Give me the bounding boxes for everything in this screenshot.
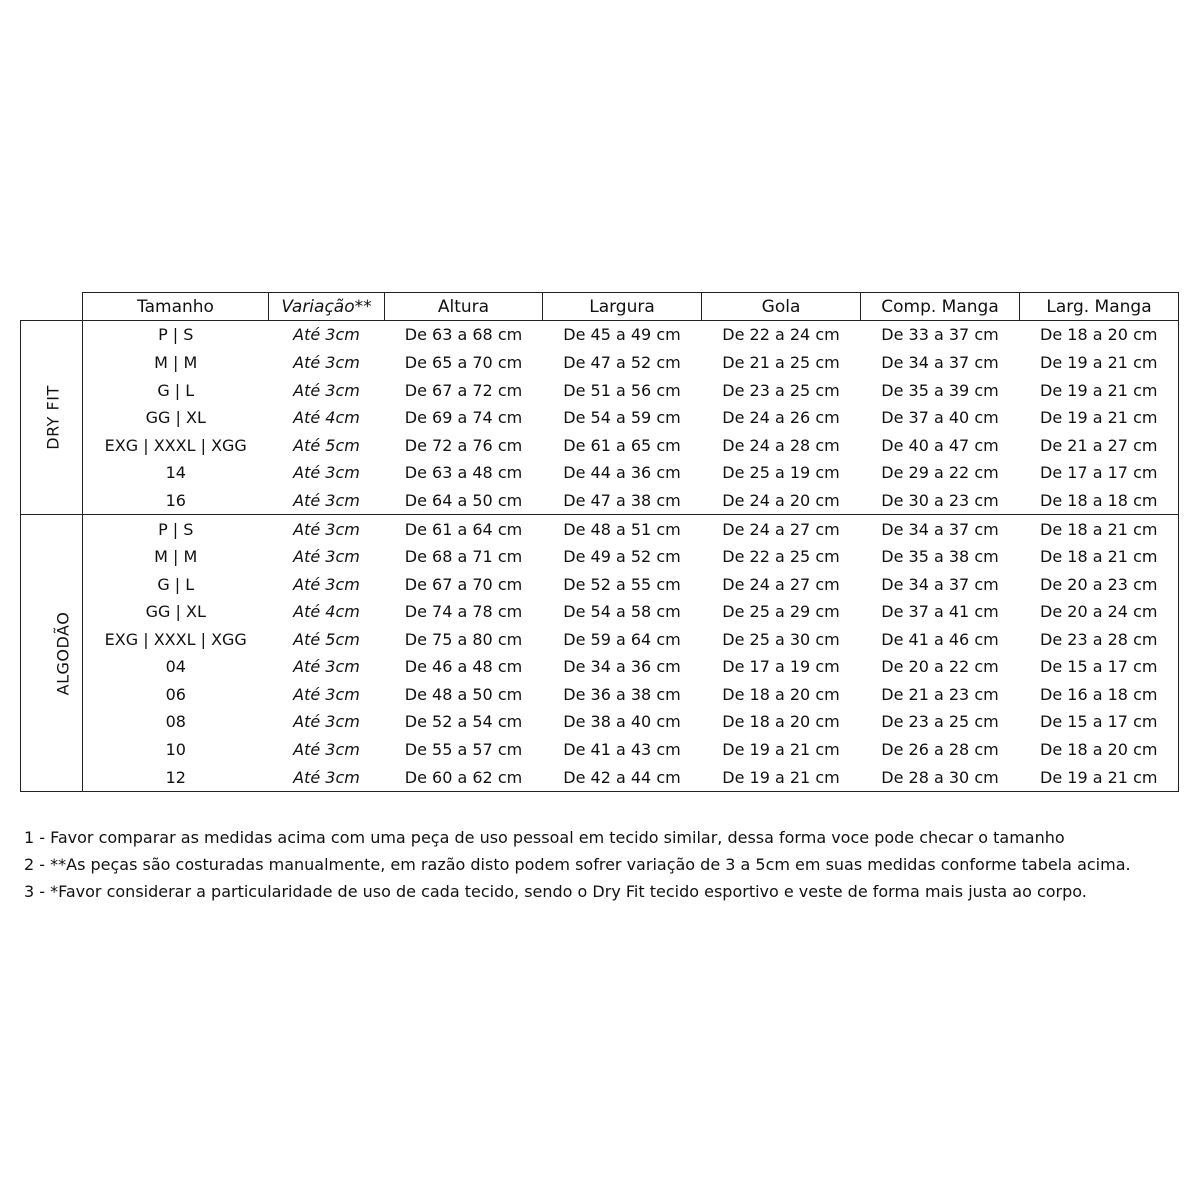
cell-variation: Até 3cm (293, 519, 360, 539)
cell-sleeve-length: De 34 a 37 cm (881, 353, 999, 373)
cell-collar: De 25 a 30 cm (722, 629, 840, 649)
cell-variation: Até 4cm (293, 408, 360, 428)
cell-sleeve-width: De 16 a 18 cm (1020, 681, 1179, 709)
cell-collar: De 24 a 28 cm (722, 435, 840, 455)
cell-sleeve-length: De 23 a 25 cm (881, 712, 999, 732)
cell-height: De 69 a 74 cm (404, 408, 523, 428)
header-size: Tamanho (83, 293, 269, 321)
table-row (21, 349, 1179, 377)
cell-width: De 61 a 65 cm (563, 435, 681, 455)
cell-sleeve-length: De 34 a 37 cm (881, 574, 999, 594)
cell-variation: Até 3cm (293, 574, 360, 594)
cell-variation: Até 3cm (269, 763, 385, 791)
cell-width: De 36 a 38 cm (563, 684, 681, 704)
cell-width: De 34 a 36 cm (563, 657, 681, 677)
cell-sleeve-length: De 35 a 38 cm (881, 547, 999, 567)
cell-height: De 68 a 71 cm (404, 547, 523, 567)
cell-collar: De 22 a 24 cm (722, 325, 840, 345)
cell-variation: Até 3cm (293, 380, 360, 400)
cell-height: De 67 a 70 cm (404, 574, 523, 594)
cell-sleeve-width: De 15 a 17 cm (1020, 653, 1179, 681)
cell-variation: Até 3cm (293, 739, 360, 759)
cell-height: De 48 a 50 cm (404, 684, 523, 704)
cell-collar: De 18 a 20 cm (722, 684, 840, 704)
cell-sleeve-width: De 18 a 20 cm (1020, 736, 1179, 764)
cell-collar: De 21 a 25 cm (722, 353, 840, 373)
table-row (21, 570, 1179, 598)
header-sleeve-width: Larg. Manga (1020, 293, 1179, 321)
cell-height: De 63 a 68 cm (404, 325, 523, 345)
cell-sleeve-width: De 18 a 18 cm (1020, 486, 1179, 514)
cell-size: 06 (165, 684, 186, 704)
cell-width: De 47 a 38 cm (543, 486, 702, 514)
cell-size: 12 (83, 763, 269, 791)
cell-height: De 55 a 57 cm (404, 739, 523, 759)
cell-height: De 60 a 62 cm (385, 763, 543, 791)
cell-collar: De 24 a 27 cm (722, 519, 840, 539)
cell-width: De 54 a 59 cm (563, 408, 681, 428)
group-label: DRY FIT (43, 385, 63, 450)
cell-variation: Até 3cm (293, 684, 360, 704)
cell-sleeve-width: De 17 a 17 cm (1020, 459, 1179, 487)
table-row (21, 681, 1179, 709)
table-row (21, 763, 1179, 791)
cell-size: 08 (165, 712, 186, 732)
cell-sleeve-length: De 35 a 39 cm (881, 380, 999, 400)
cell-sleeve-length: De 30 a 23 cm (861, 486, 1020, 514)
cell-size: EXG | XXXL | XGG (104, 629, 247, 649)
cell-size: M | M (154, 353, 198, 373)
table-row (21, 543, 1179, 571)
cell-sleeve-length: De 20 a 22 cm (881, 657, 999, 677)
cell-sleeve-width: De 23 a 28 cm (1020, 626, 1179, 654)
header-row (21, 293, 1179, 321)
cell-size: P | S (158, 325, 194, 345)
cell-variation: Até 3cm (293, 325, 360, 345)
cell-height: De 74 a 78 cm (404, 602, 523, 622)
cell-sleeve-length: De 40 a 47 cm (881, 435, 999, 455)
cell-size: EXG | XXXL | XGG (104, 435, 247, 455)
table-row (21, 653, 1179, 681)
header-sleeve-length: Comp. Manga (861, 293, 1020, 321)
cell-variation: Até 3cm (293, 353, 360, 373)
cell-sleeve-length: De 29 a 22 cm (881, 463, 999, 483)
cell-sleeve-width: De 19 a 21 cm (1020, 404, 1179, 432)
group-label-cell (21, 321, 83, 515)
table-row (21, 515, 1179, 543)
cell-sleeve-width: De 21 a 27 cm (1020, 431, 1179, 459)
cell-height: De 46 a 48 cm (404, 657, 523, 677)
header-collar: Gola (702, 293, 861, 321)
table-row (21, 736, 1179, 764)
cell-width: De 41 a 43 cm (563, 739, 681, 759)
cell-size: 14 (165, 463, 186, 483)
cell-variation: Até 3cm (293, 547, 360, 567)
cell-sleeve-width: De 20 a 24 cm (1020, 598, 1179, 626)
cell-size: GG | XL (145, 602, 206, 622)
group-label-cell (21, 515, 83, 792)
table-row (21, 459, 1179, 487)
cell-variation: Até 3cm (293, 657, 360, 677)
cell-size: G | L (157, 574, 195, 594)
cell-sleeve-length: De 28 a 30 cm (861, 763, 1020, 791)
table-row (21, 708, 1179, 736)
cell-variation: Até 5cm (293, 435, 360, 455)
cell-height: De 52 a 54 cm (404, 712, 523, 732)
cell-sleeve-width: De 20 a 23 cm (1020, 570, 1179, 598)
cell-sleeve-width: De 15 a 17 cm (1020, 708, 1179, 736)
header-height: Altura (385, 293, 543, 321)
cell-sleeve-width: De 19 a 21 cm (1020, 763, 1179, 791)
table-row (21, 376, 1179, 404)
table-header (21, 293, 1179, 321)
cell-collar: De 24 a 27 cm (722, 574, 840, 594)
footnote: 2 - **As peças são costuradas manualmente, em razão disto podem sofrer variação de 3 a 5cm em suas medidas conforme tabela acima. (24, 855, 1131, 874)
cell-collar: De 22 a 25 cm (722, 547, 840, 567)
table-row (21, 431, 1179, 459)
cell-variation: Até 3cm (269, 486, 385, 514)
cell-size: GG | XL (145, 408, 206, 428)
cell-width: De 38 a 40 cm (563, 712, 681, 732)
cell-height: De 67 a 72 cm (404, 380, 523, 400)
cell-variation: Até 5cm (293, 629, 360, 649)
cell-collar: De 19 a 21 cm (702, 763, 861, 791)
cell-sleeve-length: De 41 a 46 cm (881, 629, 999, 649)
cell-width: De 54 a 58 cm (563, 602, 681, 622)
cell-variation: Até 4cm (293, 602, 360, 622)
cell-collar: De 24 a 26 cm (722, 408, 840, 428)
cell-sleeve-width: De 18 a 20 cm (1020, 321, 1179, 349)
cell-sleeve-length: De 21 a 23 cm (881, 684, 999, 704)
cell-sleeve-width: De 18 a 21 cm (1020, 515, 1179, 543)
cell-variation: Até 3cm (293, 463, 360, 483)
cell-size: G | L (157, 380, 195, 400)
cell-variation: Até 3cm (293, 712, 360, 732)
cell-width: De 47 a 52 cm (563, 353, 681, 373)
cell-size: 10 (165, 739, 186, 759)
cell-collar: De 24 a 20 cm (702, 486, 861, 514)
cell-sleeve-length: De 33 a 37 cm (881, 325, 999, 345)
header-corner (21, 293, 83, 321)
cell-collar: De 25 a 19 cm (722, 463, 840, 483)
cell-height: De 65 a 70 cm (404, 353, 523, 373)
table-row (21, 626, 1179, 654)
cell-width: De 51 a 56 cm (563, 380, 681, 400)
cell-width: De 42 a 44 cm (543, 763, 702, 791)
table-row (21, 404, 1179, 432)
header-variation: Variação** (269, 293, 385, 321)
cell-collar: De 19 a 21 cm (722, 739, 840, 759)
cell-collar: De 17 a 19 cm (722, 657, 840, 677)
cell-sleeve-width: De 19 a 21 cm (1020, 349, 1179, 377)
cell-width: De 49 a 52 cm (563, 547, 681, 567)
cell-sleeve-width: De 18 a 21 cm (1020, 543, 1179, 571)
cell-width: De 45 a 49 cm (563, 325, 681, 345)
cell-width: De 59 a 64 cm (563, 629, 681, 649)
size-chart-table (20, 292, 1179, 792)
cell-size: M | M (154, 547, 198, 567)
footnote: 3 - *Favor considerar a particularidade de uso de cada tecido, sendo o Dry Fit tecido esportivo e veste de forma mais justa ao corpo. (24, 882, 1087, 901)
cell-sleeve-length: De 37 a 40 cm (881, 408, 999, 428)
cell-size: 04 (165, 657, 186, 677)
cell-collar: De 18 a 20 cm (722, 712, 840, 732)
cell-sleeve-length: De 34 a 37 cm (881, 519, 999, 539)
cell-sleeve-length: De 37 a 41 cm (881, 602, 999, 622)
cell-collar: De 25 a 29 cm (722, 602, 840, 622)
cell-size: P | S (158, 519, 194, 539)
table-row (21, 486, 1179, 514)
cell-width: De 44 a 36 cm (563, 463, 681, 483)
table-row (21, 598, 1179, 626)
cell-height: De 63 a 48 cm (404, 463, 523, 483)
cell-height: De 61 a 64 cm (404, 519, 523, 539)
cell-width: De 52 a 55 cm (563, 574, 681, 594)
cell-collar: De 23 a 25 cm (722, 380, 840, 400)
cell-height: De 75 a 80 cm (404, 629, 523, 649)
group-label: ALGODÃO (53, 611, 73, 695)
cell-size: 16 (83, 486, 269, 514)
cell-height: De 72 a 76 cm (404, 435, 523, 455)
cell-width: De 48 a 51 cm (563, 519, 681, 539)
header-width: Largura (543, 293, 702, 321)
footnote: 1 - Favor comparar as medidas acima com uma peça de uso pessoal em tecido similar, dessa forma voce pode checar o tamanho (24, 828, 1065, 847)
table-body (21, 321, 1179, 792)
cell-height: De 64 a 50 cm (385, 486, 543, 514)
table-row (21, 321, 1179, 349)
cell-sleeve-length: De 26 a 28 cm (881, 739, 999, 759)
footnotes (24, 824, 1184, 905)
cell-sleeve-width: De 19 a 21 cm (1020, 376, 1179, 404)
